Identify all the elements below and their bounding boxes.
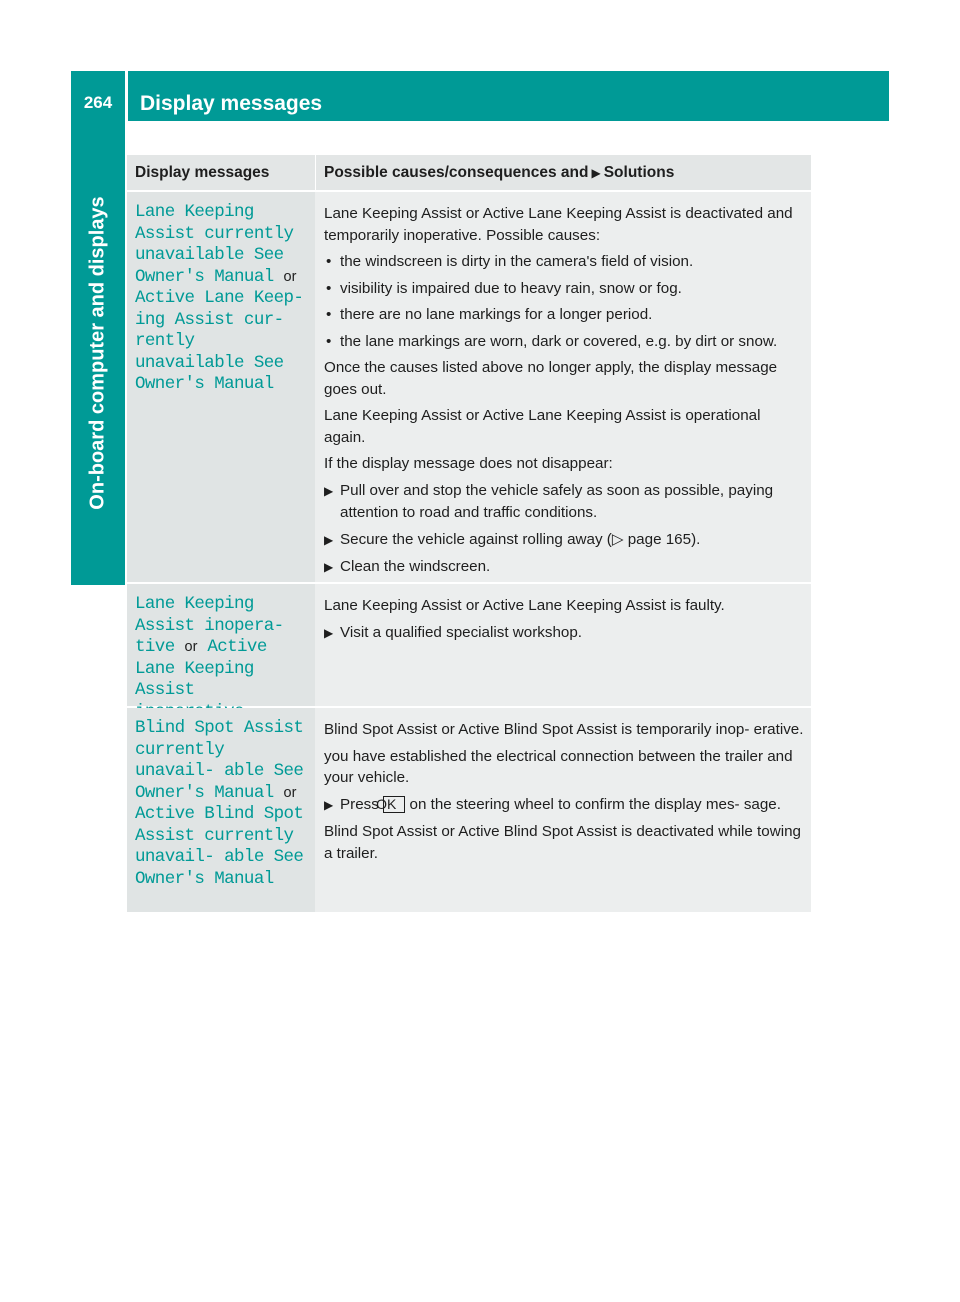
play-arrow-icon: ▶ <box>324 560 334 574</box>
play-arrow-icon: ▶ <box>324 797 334 812</box>
play-arrow-icon: ▶ <box>591 166 601 180</box>
step-press-pre: Press <box>340 795 379 813</box>
display-message-alt: Active Blind Spot Assist currently unavail‐ able See Owner's Manual <box>135 804 304 889</box>
list-item <box>324 331 805 353</box>
description-text: Blind Spot Assist or Active Blind Spot Assist is deactivated while towing a trailer. <box>324 823 801 862</box>
display-message: Lane Keeping Assist inopera‐ tive <box>135 594 284 657</box>
display-message: Lane Keeping Assist currently unavailable See Owner's Manual <box>135 202 294 287</box>
description-text: If the display message does not disappear: <box>324 455 613 472</box>
table-row <box>127 582 811 706</box>
display-message-alt: Active Lane Keeping Assist <box>135 637 267 700</box>
solution-cell <box>315 708 811 912</box>
description-text: Blind Spot Assist or Active Blind Spot Assist is temporarily inop‐ erative. <box>324 721 804 738</box>
list-item <box>324 251 805 273</box>
or-connector: or <box>283 784 297 801</box>
step-text: Pull over and stop the vehicle safely as soon as possible, paying attention to road and traffic conditions. <box>340 481 774 521</box>
step-press-post: on the steering wheel to confirm the display mes‐ sage. <box>409 795 781 813</box>
step-item <box>324 794 805 817</box>
side-tab-label: On-board computer and displays <box>86 196 109 510</box>
or-connector: or <box>184 639 198 655</box>
bullet-dot: • <box>326 306 332 323</box>
step-text: Secure the vehicle against rolling away (▷ page 165). <box>340 530 701 548</box>
step-text: Clean the windscreen. <box>340 558 491 575</box>
header-divider <box>125 71 128 121</box>
display-messages-table <box>127 155 811 912</box>
list-item-text: there are no lane markings for a longer period. <box>340 306 653 323</box>
list-item <box>324 304 805 326</box>
display-message-alt: Active Lane Keep‐ ing Assist cur‐ rently unavailable See Owner's Manual <box>135 288 304 394</box>
table-header <box>127 155 811 190</box>
display-message: Blind Spot Assist currently unavail‐ able See Owner's Manual <box>135 718 304 803</box>
description-text: you have established the electrical connection between the trailer and your vehicle. <box>324 747 793 786</box>
bullet-dot: • <box>326 279 332 297</box>
description-text: Once the causes listed above no longer apply, the display message goes out. <box>324 359 778 398</box>
play-arrow-icon: ▶ <box>324 483 334 498</box>
display-message-cell <box>127 192 315 582</box>
display-message-cell <box>127 584 315 706</box>
table-row <box>127 190 811 582</box>
bullet-dot: • <box>326 253 332 270</box>
step-item <box>324 622 805 645</box>
step-text: Visit a qualified specialist workshop. <box>340 623 582 641</box>
list-item-text: the windscreen is dirty in the camera's field of vision. <box>340 253 694 270</box>
table-row <box>127 706 811 912</box>
page-number: 264 <box>83 93 113 112</box>
or-connector: or <box>283 268 297 285</box>
solution-cell <box>315 192 811 582</box>
list-item <box>324 278 805 300</box>
column-header-solutions-post: Solutions <box>603 164 675 181</box>
list-item-text: visibility is impaired due to heavy rain, snow or fog. <box>340 279 682 297</box>
column-header-messages: Display messages <box>135 164 270 181</box>
list-item-text: the lane markings are worn, dark or covered, e.g. by dirt or snow. <box>340 332 778 350</box>
description-text: Lane Keeping Assist or Active Lane Keeping Assist is operational again. <box>324 407 761 446</box>
description-text: Lane Keeping Assist or Active Lane Keeping Assist is deactivated and temporarily inoperative. Possible causes: <box>324 205 793 244</box>
bullet-dot: • <box>326 332 332 350</box>
step-item <box>324 480 805 524</box>
play-arrow-icon: ▶ <box>324 532 334 547</box>
column-header-solutions <box>315 155 811 190</box>
play-arrow-icon: ▶ <box>324 625 334 640</box>
solution-cell <box>315 584 811 706</box>
page-header <box>71 71 889 121</box>
column-header-solutions-pre: Possible causes/consequences and <box>324 164 589 181</box>
description-text: Lane Keeping Assist or Active Lane Keeping Assist is faulty. <box>324 597 725 614</box>
display-message-cell <box>127 708 315 912</box>
ok-key-icon: OK <box>383 796 405 813</box>
step-item <box>324 529 805 552</box>
page-title: Display messages <box>140 92 323 115</box>
step-item <box>324 556 805 579</box>
